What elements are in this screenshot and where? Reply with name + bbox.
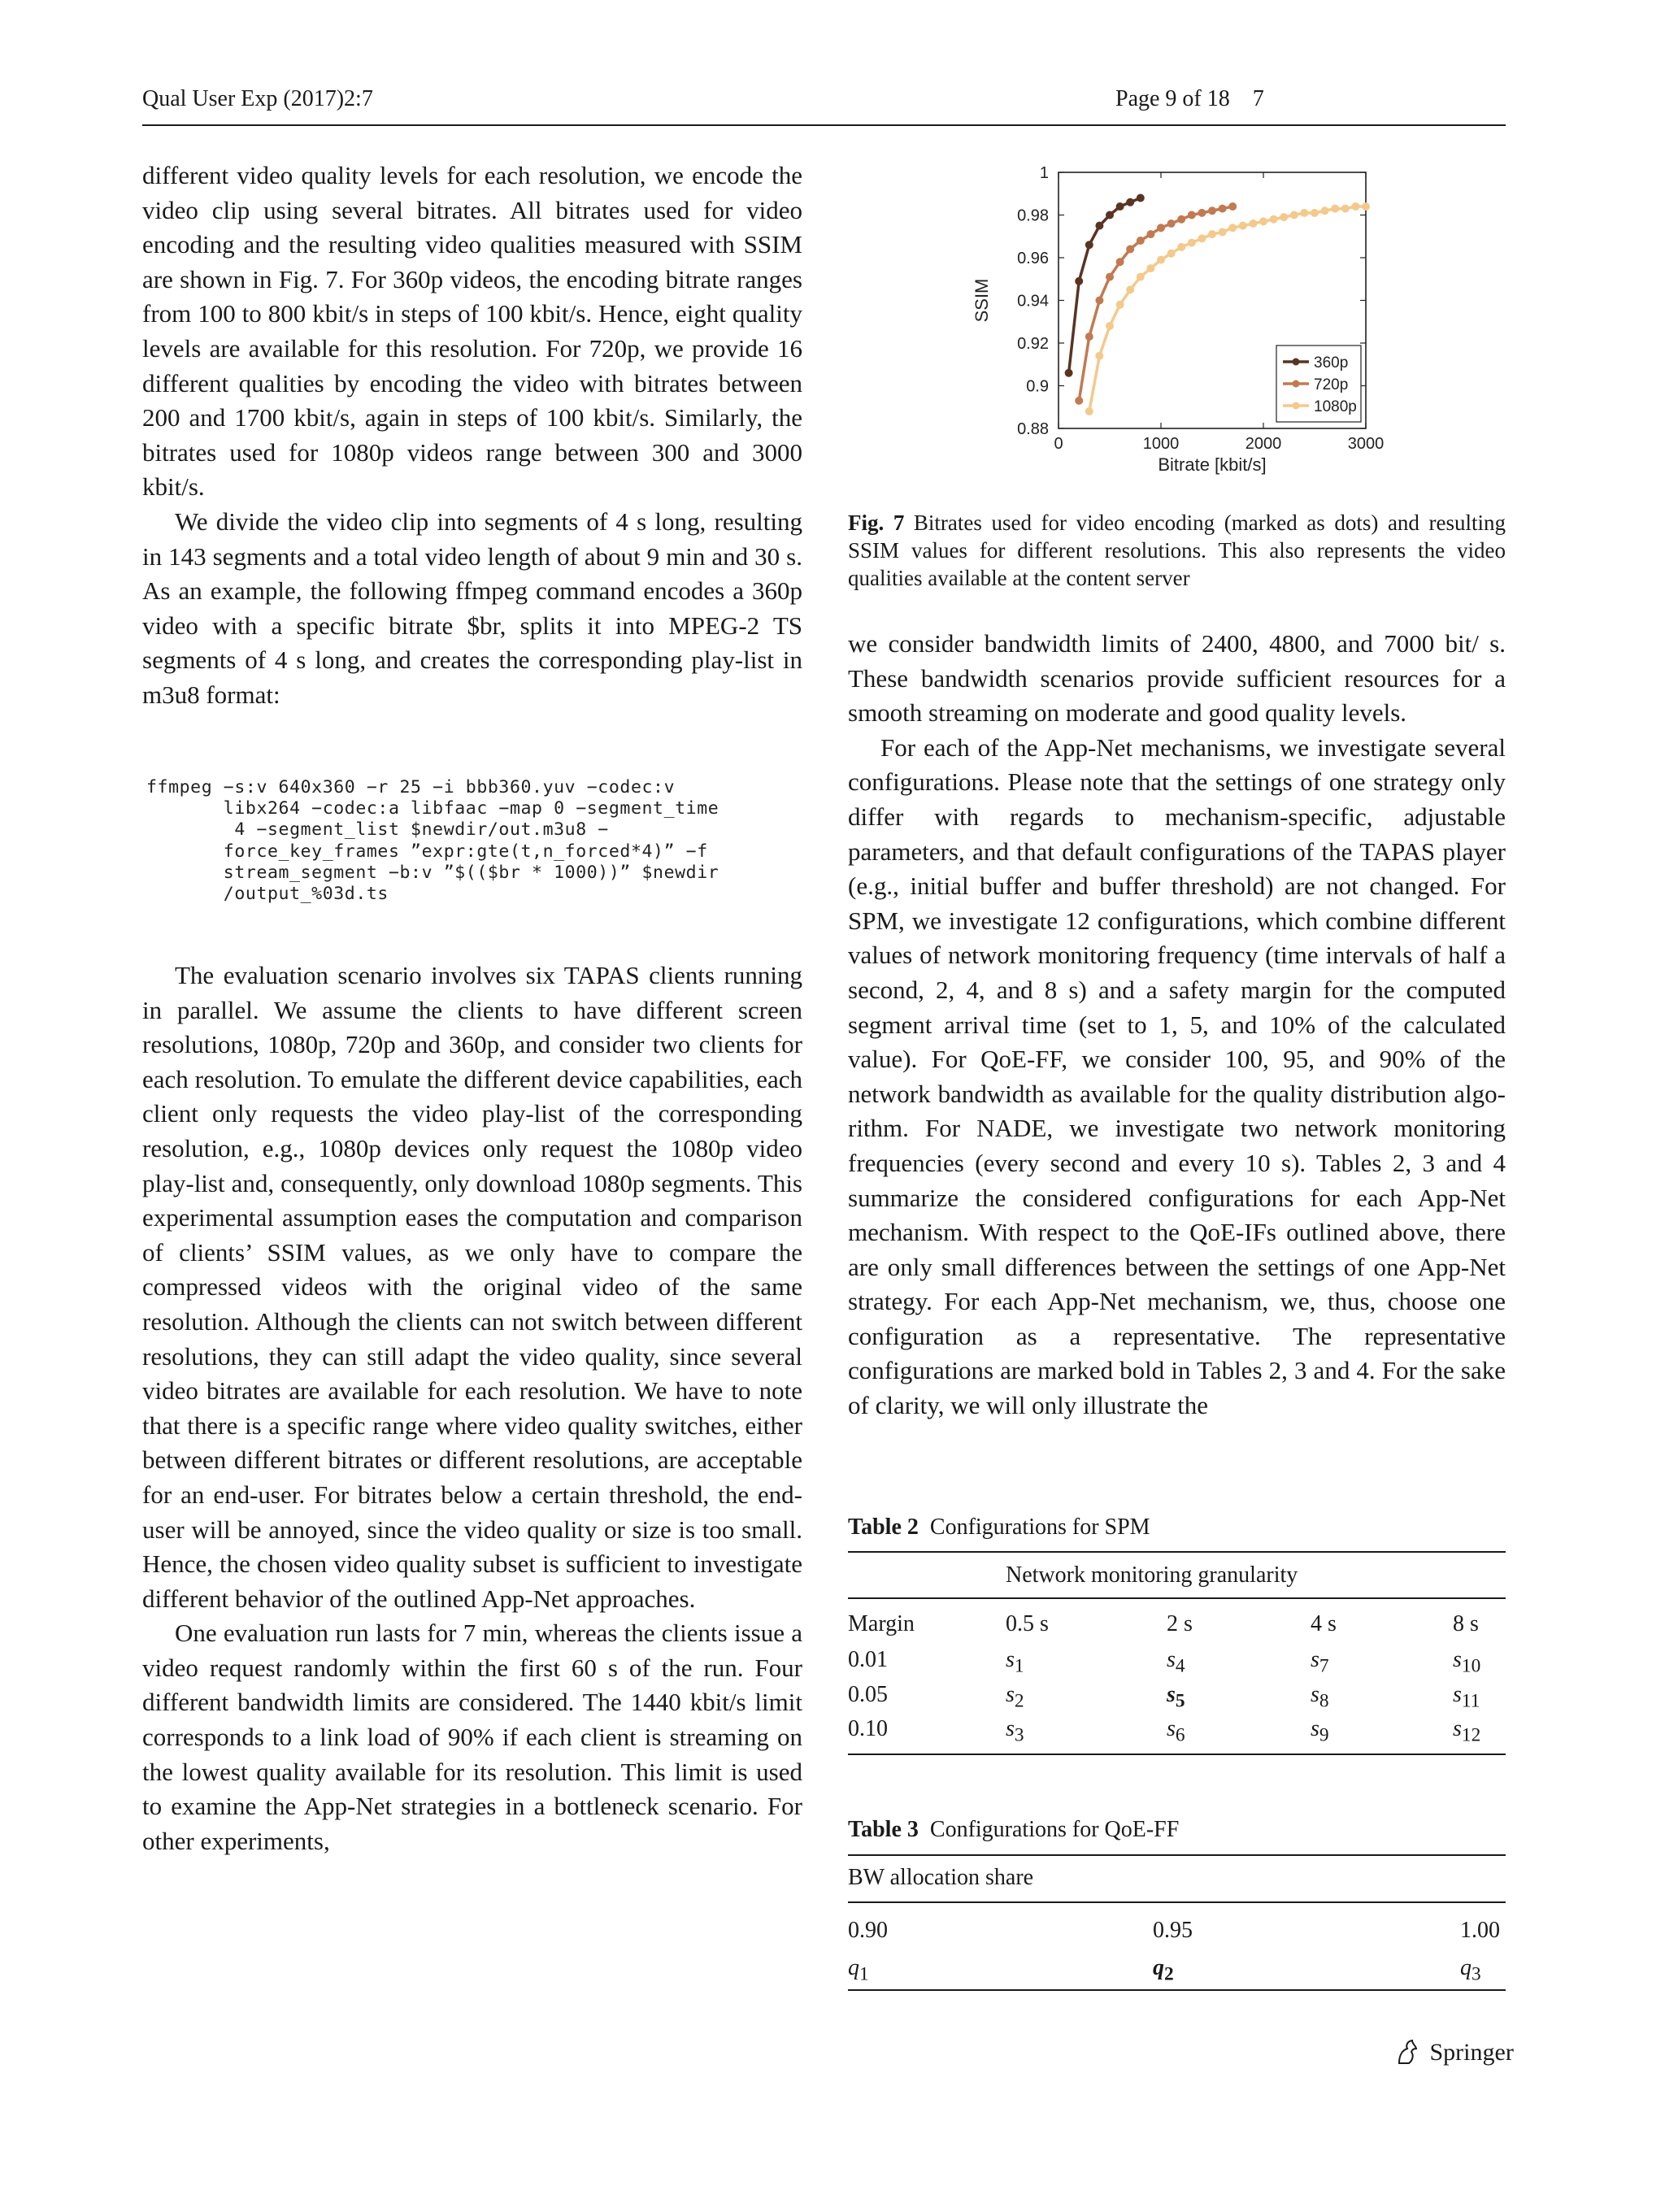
data-point-360p	[1065, 369, 1073, 377]
data-point-1080p	[1290, 211, 1298, 219]
table2-cell: $s_2$	[1006, 1682, 1024, 1712]
table3-header: BW allocation share	[848, 1865, 1034, 1890]
table2-cell: $s_{10}$	[1453, 1647, 1481, 1677]
legend-label: 720p	[1314, 376, 1349, 393]
data-point-720p	[1146, 230, 1154, 238]
data-point-1080p	[1259, 217, 1267, 225]
header-rule	[142, 124, 1506, 126]
table2-col-header: 0.5 s	[1006, 1611, 1049, 1636]
table2-cell: 0.01	[848, 1647, 888, 1672]
data-point-720p	[1095, 297, 1103, 305]
right-column	[848, 627, 1506, 1423]
paragraph: we consider bandwidth limits of 2400, 4800, and 7000 bit/ s. These bandwidth scenarios provide sufficient resources for a smooth streaming on moderate and good quality levels.	[848, 629, 1506, 728]
data-point-720p	[1208, 206, 1216, 215]
paragraph: different video quality levels for each resolution, we encode the video clip using several bitrates. All bitrates used for video encoding and the resulting video qualities measured with SSIM are shown in Fig. 7. For 360p videos, the encoding bitrate ranges from 100 to 800 kbit/s in steps of 100 kbit/s. Hence, eight quality levels are available for this resolution. For 720p, we provide 16 different qualities by encoding the video with bitrates between 200 and 1700 kbit/s, again in steps of 100 kbit/s. Similarly, the bitrates used for 1080p videos range between 300 and 3000 kbit/s.	[142, 161, 802, 502]
legend-swatch-dot	[1293, 380, 1300, 388]
y-tick-label: 0.92	[1017, 335, 1049, 353]
x-tick-label: 0	[1054, 435, 1063, 453]
data-point-720p	[1137, 237, 1145, 245]
table2-col-header: 4 s	[1311, 1611, 1337, 1636]
data-point-360p	[1075, 277, 1083, 285]
ssim-bitrate-chart	[963, 159, 1386, 492]
table3-cell: 1.00	[1460, 1918, 1500, 1943]
paragraph: The evaluation scenario involves six TAPAS clients running in parallel. We assume the clients to have different screen resolutions, 1080p, 720p and 360p, and consider two clients for each resolution. To emulate the different device capabilities, each client only requests the video play-list of the corresponding resolution, e.g., 1080p devices only request the 1080p video play-list and, consequently, only download 1080p segments. This experimental assumption eases the computation and comparison of clients’ SSIM values, as we only have to compare the compressed videos with the original video of the same resolution. Although the clients can not switch between different resolutions, they can still adapt the video quality, since several video bitrates are available for each resolution. We have to note that there is a specific range where video quality switches, either between different bitrates or different resolutions, are acceptable for an end-user. For bitrates below a certain threshold, the end-user will be annoyed, since the video quality or size is too small. Hence, the chosen video quality subset is sufficient to investigate different behavior of the outlined App-Net approaches.	[142, 961, 802, 1613]
y-tick-label: 0.88	[1017, 420, 1049, 438]
table2-cell: $s_1$	[1006, 1647, 1024, 1677]
table2-cell: 0.05	[848, 1682, 888, 1707]
table2-cell: $s_6$	[1167, 1716, 1185, 1746]
y-axis-label: SSIM	[972, 278, 992, 323]
legend-label: 360p	[1314, 354, 1349, 372]
data-point-1080p	[1116, 301, 1124, 309]
data-point-360p	[1126, 198, 1134, 206]
x-tick-label: 1000	[1142, 435, 1180, 453]
data-point-1080p	[1177, 243, 1185, 251]
table2-cell: $s_{11}$	[1453, 1682, 1480, 1712]
springer-horse-icon	[1394, 2039, 1419, 2071]
chart-canvas	[963, 159, 1386, 492]
data-point-720p	[1085, 332, 1093, 341]
data-point-1080p	[1188, 239, 1196, 247]
table3-caption: Configurations for QoE-FF	[929, 1817, 1180, 1842]
data-point-1080p	[1239, 222, 1247, 230]
data-point-720p	[1116, 258, 1124, 266]
data-point-720p	[1167, 219, 1176, 228]
data-point-1080p	[1280, 213, 1288, 221]
data-point-1080p	[1331, 205, 1339, 213]
data-point-720p	[1219, 205, 1227, 213]
data-point-720p	[1157, 224, 1165, 232]
data-point-1080p	[1351, 202, 1359, 211]
y-tick-label: 0.98	[1017, 206, 1049, 225]
table3-bottom-rule	[848, 1989, 1506, 1991]
table2-label: Table 2	[848, 1515, 919, 1540]
data-point-1080p	[1300, 209, 1308, 217]
data-point-1080p	[1341, 205, 1350, 213]
data-point-360p	[1116, 202, 1124, 211]
data-point-720p	[1075, 397, 1083, 405]
data-point-360p	[1106, 211, 1114, 219]
publisher-footer	[1394, 2039, 1514, 2071]
caption-label: Fig. 7	[848, 511, 905, 535]
left-column-top	[142, 159, 802, 713]
table2-cell: 0.10	[848, 1716, 888, 1741]
table2-cell-representative: $s_5$	[1167, 1682, 1185, 1712]
y-tick-label: 0.9	[1026, 377, 1049, 396]
x-tick-label: 3000	[1347, 435, 1385, 453]
data-point-1080p	[1146, 264, 1154, 272]
data-point-1080p	[1311, 209, 1319, 217]
data-point-720p	[1228, 202, 1237, 211]
x-tick-label: 2000	[1245, 435, 1282, 453]
data-point-1080p	[1167, 250, 1176, 258]
table3-cell: 0.95	[1153, 1918, 1193, 1943]
table2-caption: Configurations for SPM	[929, 1515, 1150, 1540]
table2-bottom-rule	[848, 1754, 1506, 1755]
data-point-720p	[1106, 273, 1114, 281]
data-point-1080p	[1095, 352, 1103, 360]
x-axis-label: Bitrate [kbit/s]	[1158, 454, 1267, 475]
data-point-1080p	[1208, 230, 1216, 238]
table3-title	[848, 1817, 1179, 1843]
data-point-1080p	[1106, 322, 1114, 330]
table2-col-header: Margin	[848, 1611, 915, 1636]
table2-col-header: 8 s	[1453, 1611, 1479, 1636]
data-point-360p	[1095, 222, 1103, 230]
y-tick-label: 0.94	[1017, 292, 1049, 311]
data-point-1080p	[1362, 202, 1370, 211]
paragraph: For each of the App-Net mechanisms, we investigate several configurations. Please note that the settings of one strategy only differ with regards to mechanism-specific, adjustable parameters, and that default configurations of the TAPAS player (e.g., initial buffer and buffer threshold) are not changed. For SPM, we investigate 12 configurations, which combine different values of network monitoring frequency (time intervals of half a second, 2, 4, and 8 s) and a safety margin for the computed segment arrival time (set to 1, 5, and 10% of the calculated value). For QoE-FF, we consider 100, 95, and 90% of the network bandwidth as available for the quality distribution algorithm. For NADE, we investigate two network monitoring frequencies (every second and every 10 s). Tables 2, 3 and 4 summarize the considered configurations for each App-Net mechanism. With respect to the QoE-IFs outlined above, there are only small differences between the settings of one App-Net strategy. For each App-Net mechanism, we, thus, choose one configuration as a representative. The representative configurations are marked bold in Tables 2, 3 and 4. For the sake of clarity, we will only illustrate the	[848, 732, 1506, 1420]
paragraph: One evaluation run lasts for 7 min, whereas the clients issue a video request randomly within the first 60 s of the run. Four different bandwidth limits are considered. The 1440 kbit/s limit corresponds to a link load of 90% if each client is streaming on the lowest quality available for its resolution. This limit is used to examine the App-Net strategies in a bottleneck scenario. For other experiments,	[142, 1619, 802, 1855]
table2-col-header: 2 s	[1167, 1611, 1193, 1636]
table2-cell: $s_{12}$	[1453, 1716, 1481, 1746]
data-point-1080p	[1198, 234, 1206, 242]
data-point-1080p	[1126, 285, 1134, 293]
data-point-360p	[1137, 194, 1145, 202]
data-point-720p	[1198, 209, 1206, 217]
table2-header-rule	[848, 1597, 1506, 1599]
ffmpeg-code-listing: ffmpeg −s:v 640x360 −r 25 −i bbb360.yuv −codec:v libx264 −codec:a libfaac −map 0 −segment_time 4 −segment_list $newdir/out.m3u8 − force_key_frames ”expr:gte(t,n_forced*4)” −f stream_segment −b:v ”$(($br * 1000))” $newdir /output_%03d.ts	[146, 777, 719, 905]
data-point-1080p	[1085, 407, 1093, 415]
legend-swatch-dot	[1293, 402, 1300, 410]
legend-swatch-dot	[1293, 359, 1300, 366]
table3-cell-representative: $q_2$	[1153, 1955, 1174, 1985]
table2-cell: $s_3$	[1006, 1716, 1024, 1746]
table3-top-rule	[848, 1854, 1506, 1856]
data-point-1080p	[1321, 206, 1329, 215]
table3-header-rule	[848, 1901, 1506, 1903]
caption-text: Bitrates used for video encoding (marked as dots) and resulting SSIM values for different resolutions. This also represents the video qualities available at the content server	[848, 511, 1506, 590]
data-point-1080p	[1249, 219, 1257, 228]
table2-title	[848, 1515, 1150, 1541]
y-tick-label: 1	[1039, 164, 1049, 182]
table3-label: Table 3	[848, 1817, 919, 1842]
data-point-1080p	[1228, 224, 1237, 232]
data-point-720p	[1177, 215, 1185, 224]
paragraph: We divide the video clip into segments of 4 s long, resulting in 143 segments and a total video length of about 9 min and 30 s. As an example, the following ffmpeg command encodes a 360p video with a specific bitrate $br, splits it into MPEG-2 TS segments of 4 s long, and creates the corresponding play-list in m3u8 format:	[142, 506, 802, 709]
data-point-1080p	[1219, 228, 1227, 237]
table3-cell: $q_3$	[1460, 1955, 1481, 1985]
table2-cell: $s_8$	[1311, 1682, 1329, 1712]
left-column-bottom	[142, 958, 802, 1858]
data-point-720p	[1126, 246, 1134, 254]
running-header-page: Page 9 of 18 7	[1115, 86, 1264, 111]
table2-cell: $s_7$	[1311, 1647, 1329, 1677]
data-point-720p	[1188, 211, 1196, 219]
figure-caption	[848, 509, 1506, 592]
table3-cell: $q_1$	[848, 1955, 869, 1985]
data-point-1080p	[1137, 273, 1145, 281]
table2-cell: $s_9$	[1311, 1716, 1329, 1746]
data-point-360p	[1085, 241, 1093, 249]
table3-cell: 0.90	[848, 1918, 888, 1943]
table2-top-rule	[848, 1551, 1506, 1553]
data-point-1080p	[1270, 215, 1278, 224]
table2-group-header: Network monitoring granularity	[1006, 1562, 1298, 1588]
running-header-journal: Qual User Exp (2017)2:7	[142, 86, 373, 111]
data-point-1080p	[1157, 256, 1165, 264]
legend-label: 1080p	[1314, 398, 1357, 415]
table2-cell: $s_4$	[1167, 1647, 1185, 1677]
y-tick-label: 0.96	[1017, 250, 1049, 267]
publisher-name: Springer	[1429, 2039, 1514, 2066]
